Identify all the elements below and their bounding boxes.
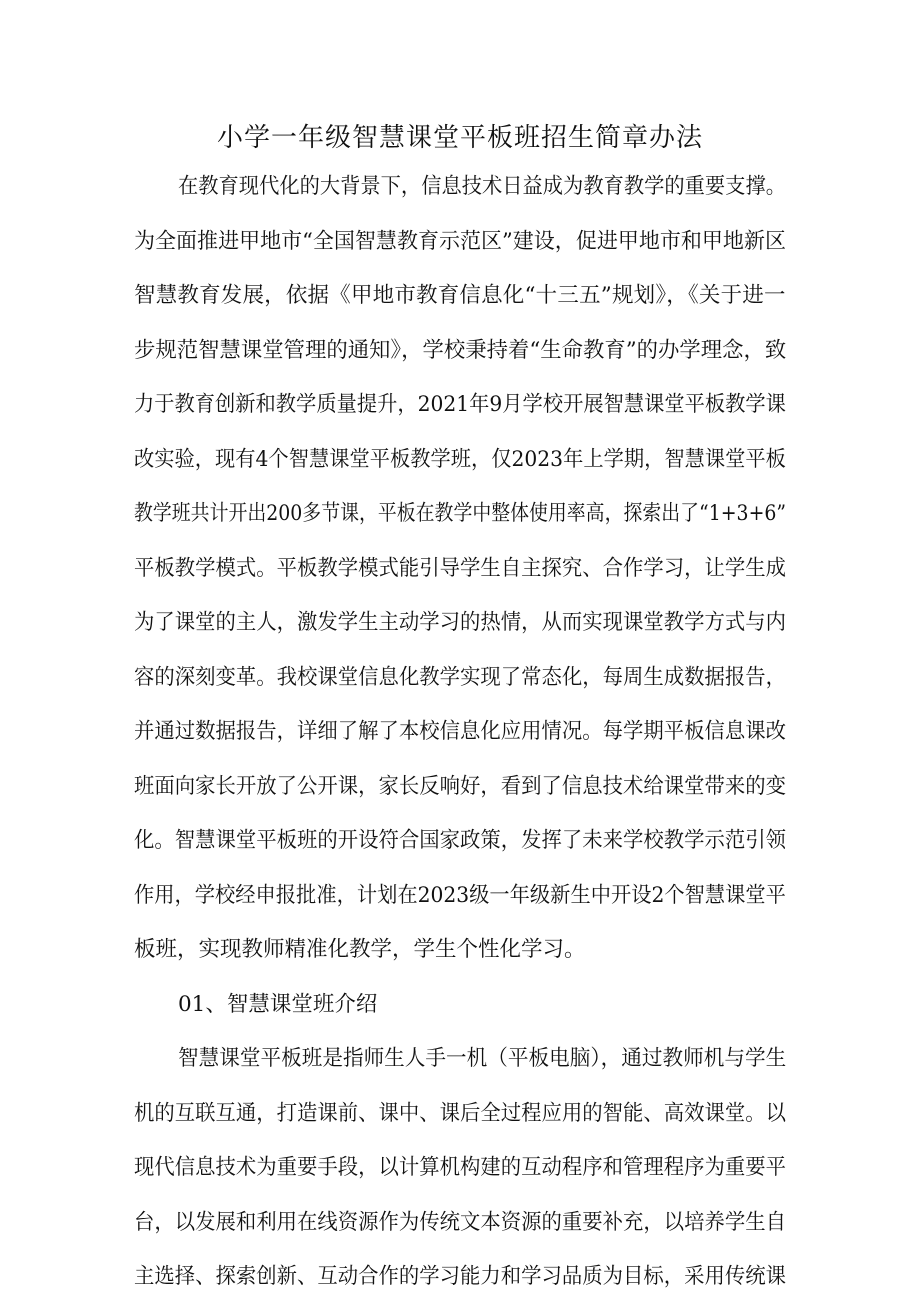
text-line: 平板教学模式。平板教学模式能引导学生自主探究、合作学习，让学生成 [134,556,787,581]
text-line: 在教育现代化的大背景下，信息技术日益成为教育教学的重要支撑。 [178,174,786,199]
text-line: 作用，学校经申报批准，计划在2023级一年级新生中开设2个智慧课堂平 [134,883,786,908]
text-line: 并通过数据报告，详细了解了本校信息化应用情况。每学期平板信息课改 [134,719,787,744]
text-line: 改实验，现有4个智慧课堂平板教学班，仅2023年上学期，智慧课堂平板 [134,447,786,472]
text-line: 班面向家长开放了公开课，家长反响好，看到了信息技术给课堂带来的变 [134,774,787,799]
text-line: 台，以发展和利用在线资源作为传统文本资源的重要补充，以培养学生自 [134,1210,787,1235]
text-line: 为全面推进甲地市“全国智慧教育示范区”建设，促进甲地市和甲地新区 [134,229,786,254]
text-line: 主选择、探索创新、互动合作的学习能力和学习品质为目标，采用传统课 [134,1264,787,1289]
text-line: 步规范智慧课堂管理的通知》，学校秉持着“生命教育”的办学理念，致 [134,338,787,363]
text-line: 为了课堂的主人，激发学生主动学习的热情，从而实现课堂教学方式与内 [134,610,787,635]
text-line: 智慧课堂平板班是指师生人手一机（平板电脑），通过教师机与学生 [178,1046,787,1071]
text-line: 现代信息技术为重要手段，以计算机构建的互动程序和管理程序为重要平 [134,1155,787,1180]
section-heading: 01、智慧课堂班介绍 [178,992,378,1017]
document-title: 小学一年级智慧课堂平板班招生简章办法 [216,123,703,153]
text-line: 化。智慧课堂平板班的开设符合国家政策，发挥了未来学校教学示范引领 [134,828,787,853]
text-line: 机的互联互通，打造课前、课中、课后全过程应用的智能、高效课堂。以 [134,1101,787,1126]
text-line: 容的深刻变革。我校课堂信息化教学实现了常态化，每周生成数据报告， [134,665,787,690]
text-line: 智慧教育发展，依据《甲地市教育信息化“十三五”规划》，《关于进一 [134,283,786,308]
text-line: 力于教育创新和教学质量提升，2021年9月学校开展智慧课堂平板教学课 [134,392,786,417]
text-line: 教学班共计开出200多节课，平板在教学中整体使用率高，探索出了“1+3+6” [134,501,787,526]
text-line: 板班，实现教师精准化教学，学生个性化学习。 [134,937,586,962]
